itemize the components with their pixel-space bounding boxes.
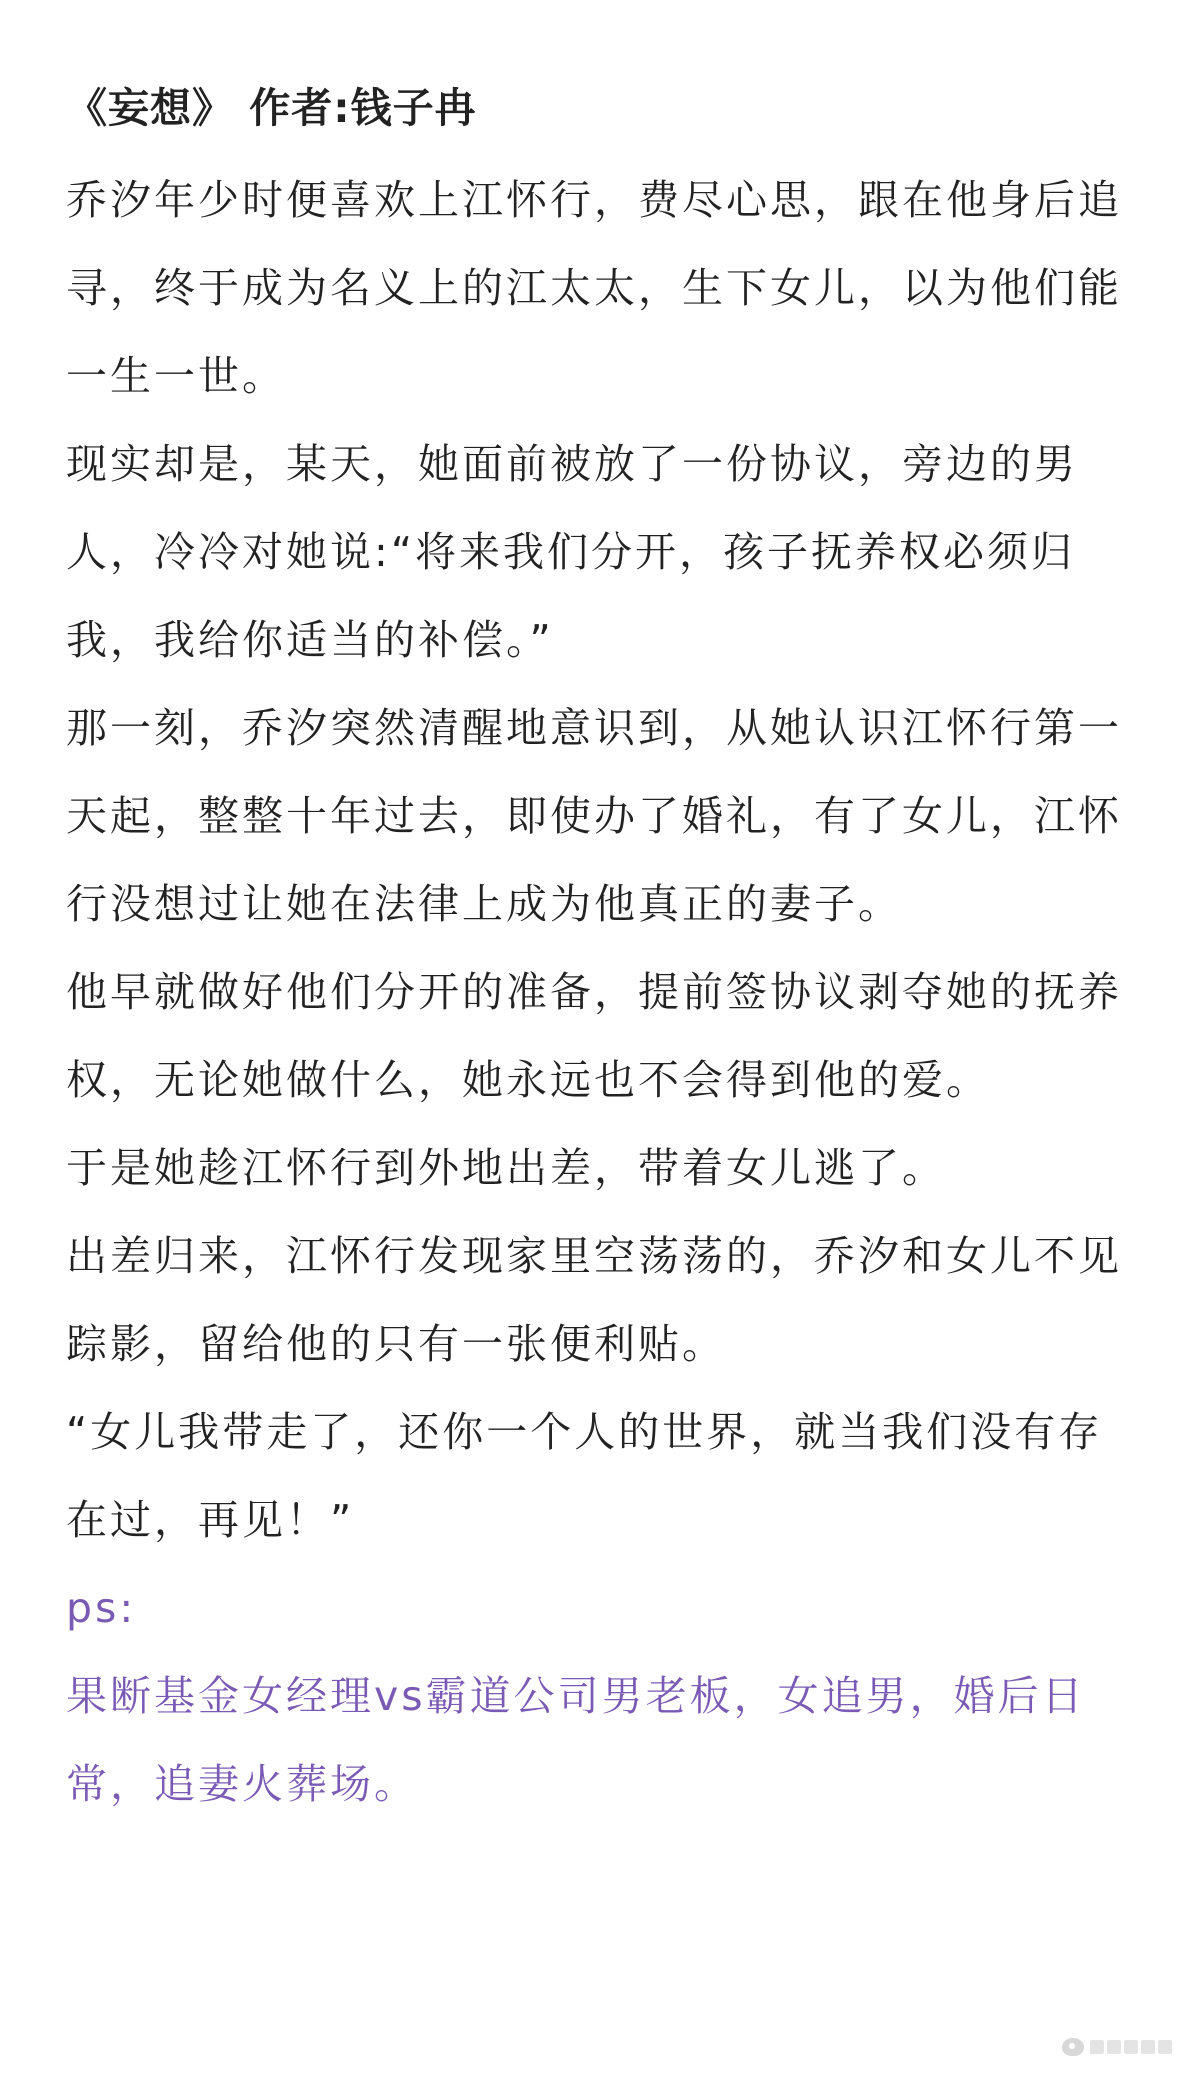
ps-label: ps:	[66, 1584, 137, 1632]
synopsis-paragraph-4: 他早就做好他们分开的准备，提前签协议剥夺她的抚养权，无论她做什么，她永远也不会得到他的爱。	[66, 968, 1122, 1104]
weibo-logo-icon	[1062, 2038, 1084, 2056]
synopsis-paragraph-1: 乔汐年少时便喜欢上江怀行，费尽心思，跟在他身后追寻，终于成为名义上的江太太，生下女儿，以为他们能一生一世。	[66, 176, 1122, 400]
synopsis-paragraph-7: “女儿我带走了，还你一个人的世界，就当我们没有存在过，再见！”	[66, 1408, 1103, 1544]
synopsis-paragraph-2: 现实却是，某天，她面前被放了一份协议，旁边的男人，冷冷对她说:“将来我们分开，孩子抚养权必须归我，我给你适当的补偿。”	[66, 440, 1078, 664]
weibo-watermark	[1062, 2038, 1172, 2056]
synopsis-paragraph-6: 出差归来，江怀行发现家里空荡荡的，乔汐和女儿不见踪影，留给他的只有一张便利贴。	[66, 1232, 1122, 1368]
synopsis-paragraph-5: 于是她趁江怀行到外地出差，带着女儿逃了。	[66, 1144, 946, 1192]
book-title: 《妄想》 作者:钱子冉	[66, 84, 477, 132]
synopsis-paragraph-3: 那一刻，乔汐突然清醒地意识到，从她认识江怀行第一天起，整整十年过去，即使办了婚礼，有了女儿，江怀行没想过让她在法律上成为他真正的妻子。	[66, 704, 1122, 928]
post-content	[66, 78, 1146, 1828]
ps-text: 果断基金女经理vs霸道公司男老板，女追男，婚后日常，追妻火葬场。	[66, 1672, 1086, 1808]
watermark-blur-icon	[1090, 2040, 1172, 2054]
